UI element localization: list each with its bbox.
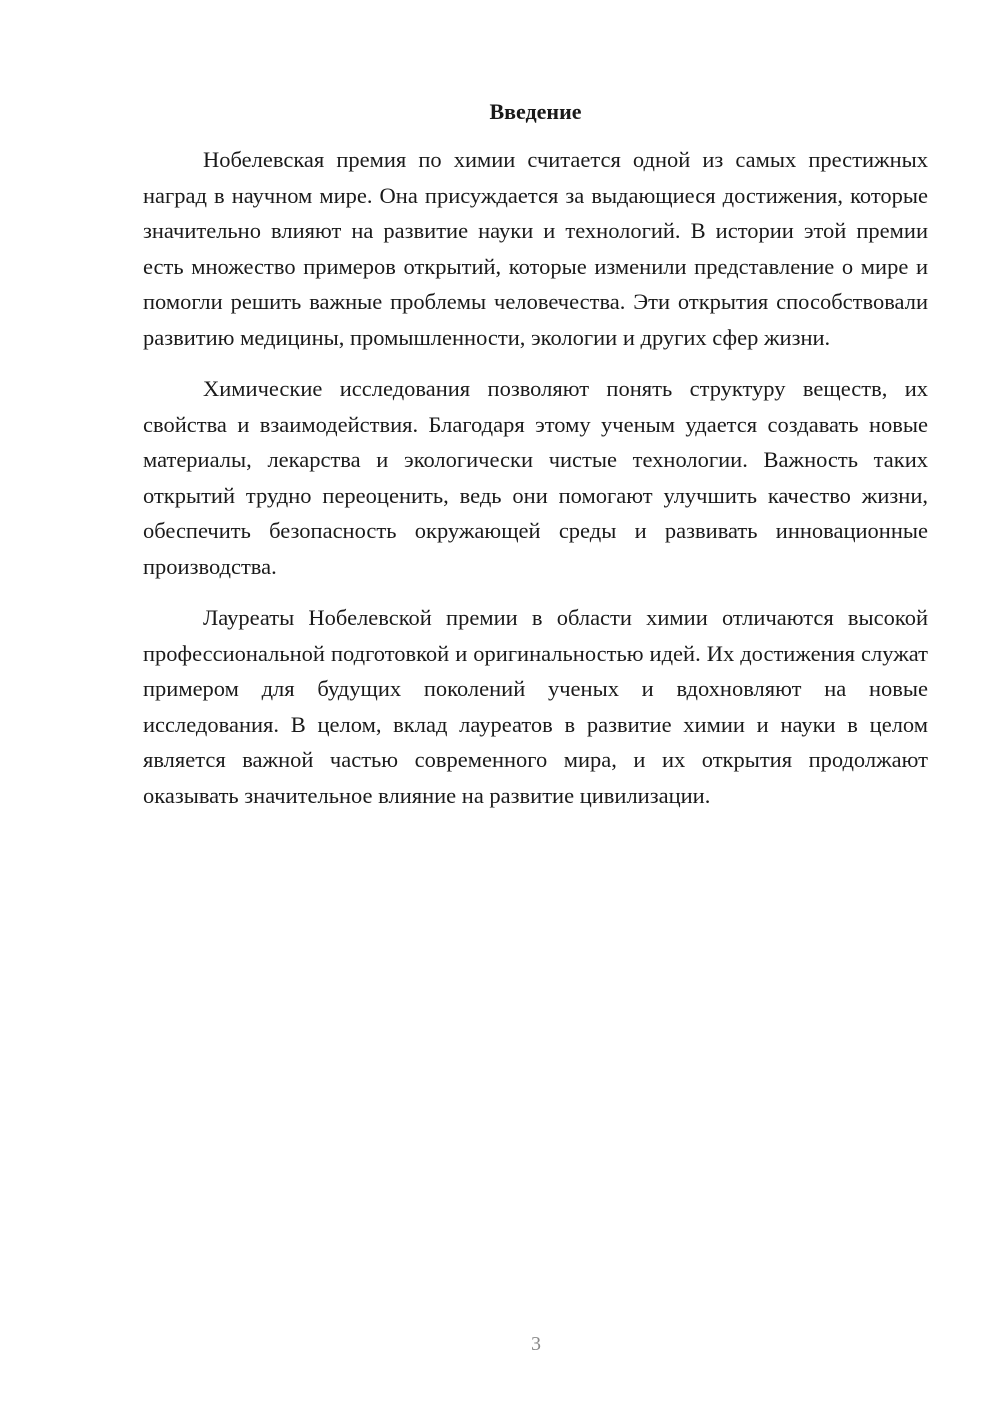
- section-heading: Введение: [489, 99, 582, 124]
- document-body: [143, 96, 928, 829]
- paragraph-2: Химические исследования позволяют понять структуру веществ, их свойства и взаимодействия. Благодаря этому ученым удается создавать новые материалы, лекарства и экологически чистые технологии. Важность таких открытий трудно переоценить, ведь они помогают улучшить качество жизни, обеспечить безопасность окружающей среды и развивать инновационные производства.: [143, 376, 928, 579]
- paragraph-1: Нобелевская премия по химии считается одной из самых престижных наград в научном мире. Она присуждается за выдающиеся достижения, которые значительно влияют на развитие науки и технологий. В истории этой премии есть множество примеров открытий, которые изменили представление о мире и помогли решить важные проблемы человечества. Эти открытия способствовали развитию медицины, промышленности, экологии и других сфер жизни.: [143, 147, 928, 350]
- page-number: 3: [531, 1333, 541, 1355]
- paragraph-3: Лауреаты Нобелевской премии в области химии отличаются высокой профессиональной подготовкой и оригинальностью идей. Их достижения служат примером для будущих поколений ученых и вдохновляют на новые исследования. В целом, вклад лауреатов в развитие химии и науки в целом является важной частью современного мира, и их открытия продолжают оказывать значительное влияние на развитие цивилизации.: [143, 605, 928, 808]
